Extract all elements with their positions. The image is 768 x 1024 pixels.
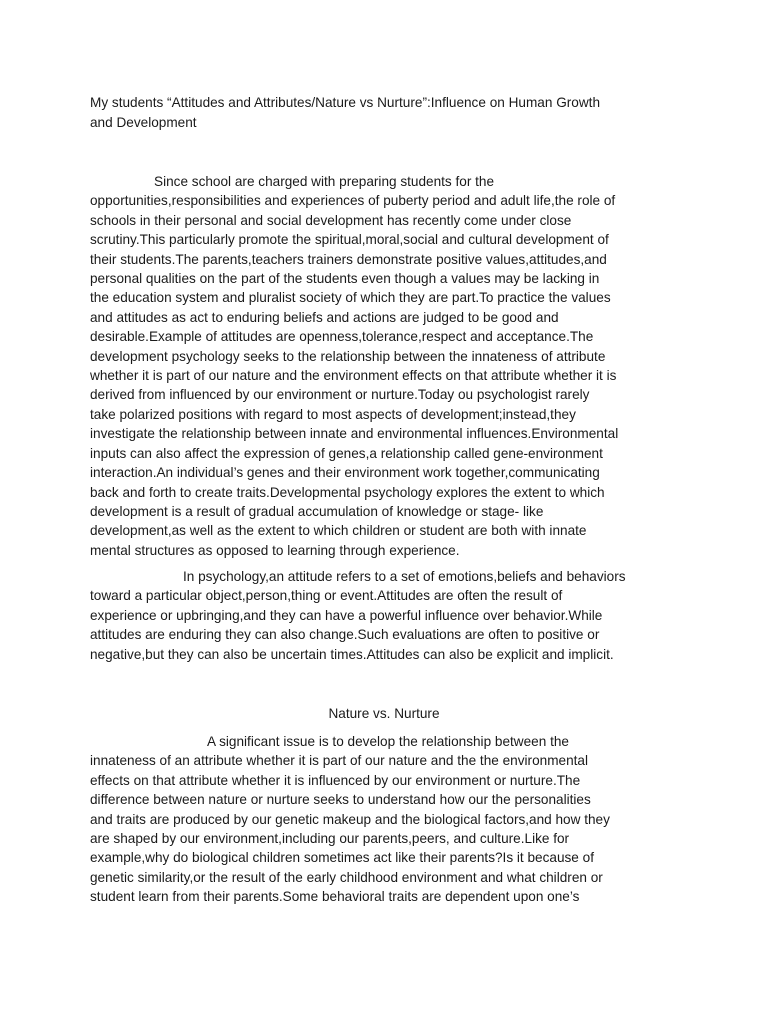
text-line: experience or upbringing,and they can have a powerful influence over behavior.While	[90, 607, 603, 623]
text-line: derived from influenced by our environment or nurture.Today ou psychologist rarely	[90, 387, 590, 403]
text-line: development,as well as the extent to which children or student are both with innate	[90, 523, 587, 539]
text-line: mental structures as opposed to learning through experience.	[90, 542, 460, 558]
text-line: example,why do biological children sometimes act like their parents?Is it because of	[90, 850, 594, 866]
text-line: Since school are charged with preparing students for the	[154, 174, 495, 189]
text-line: negative,but they can also be uncertain times.Attitudes can also be explicit and implicit.	[90, 646, 614, 662]
text-line: are shaped by our environment,including our parents,peers, and culture.Like for	[90, 831, 570, 847]
text-line: back and forth to create traits.Developmental psychology explores the extent to which	[90, 484, 605, 500]
text-line: schools in their personal and social development has recently come under close	[90, 212, 572, 228]
section-heading: Nature vs. Nurture	[328, 706, 440, 721]
text-line: genetic similarity,or the result of the early childhood environment and what children or	[90, 869, 603, 885]
text-line: take polarized positions with regard to most aspects of development;instead,they	[90, 406, 576, 422]
paragraph-nature-nurture	[90, 732, 722, 907]
document-title	[90, 93, 690, 132]
title-line: My students “Attitudes and Attributes/Nature vs Nurture”:Influence on Human Growth	[90, 95, 601, 110]
text-line: and traits are produced by our genetic makeup and the biological factors,and how they	[90, 811, 610, 827]
text-line: development psychology seeks to the relationship between the innateness of attribute	[90, 348, 606, 364]
text-line: effects on that attribute whether it is influenced by our environment or nurture.The	[90, 772, 581, 788]
text-line: whether it is part of our nature and the environment effects on that attribute whether it is	[90, 368, 617, 384]
text-line: desirable.Example of attitudes are openness,tolerance,respect and acceptance.The	[90, 329, 594, 345]
text-line: their students.The parents,teachers trainers demonstrate positive values,attitudes,and	[90, 251, 607, 267]
title-line: and Development	[90, 114, 197, 130]
text-line: attitudes are enduring they can also change.Such evaluations are often to positive or	[90, 627, 600, 643]
text-line: opportunities,responsibilities and experiences of puberty period and adult life,the role of	[90, 193, 616, 209]
text-line: the education system and pluralist society of which they are part.To practice the values	[90, 290, 611, 306]
text-line: student learn from their parents.Some behavioral traits are dependent upon one’s	[90, 889, 580, 905]
text-line: interaction.An individual’s genes and their environment work together,communicating	[90, 465, 600, 481]
text-line: innateness of an attribute whether it is part of our nature and the the environmental	[90, 753, 588, 769]
text-line: personal qualities on the part of the students even though a values may be lacking in	[90, 271, 600, 287]
text-line: development is a result of gradual accumulation of knowledge or stage- like	[90, 503, 544, 519]
paragraph-intro	[90, 172, 722, 560]
paragraph-attitude	[90, 567, 722, 664]
text-line: difference between nature or nurture seeks to understand how our the personalities	[90, 792, 591, 808]
text-line: A significant issue is to develop the relationship between the	[207, 734, 569, 749]
text-line: inputs can also affect the expression of genes,a relationship called gene-environment	[90, 445, 603, 461]
text-line: toward a particular object,person,thing or event.Attitudes are often the result of	[90, 588, 563, 604]
text-line: and attitudes as act to enduring beliefs and actions are judged to be good and	[90, 309, 559, 325]
text-line: In psychology,an attitude refers to a set of emotions,beliefs and behaviors	[183, 569, 626, 584]
text-line: investigate the relationship between innate and environmental influences.Environmental	[90, 426, 619, 442]
text-line: scrutiny.This particularly promote the spiritual,moral,social and cultural development of	[90, 232, 609, 248]
